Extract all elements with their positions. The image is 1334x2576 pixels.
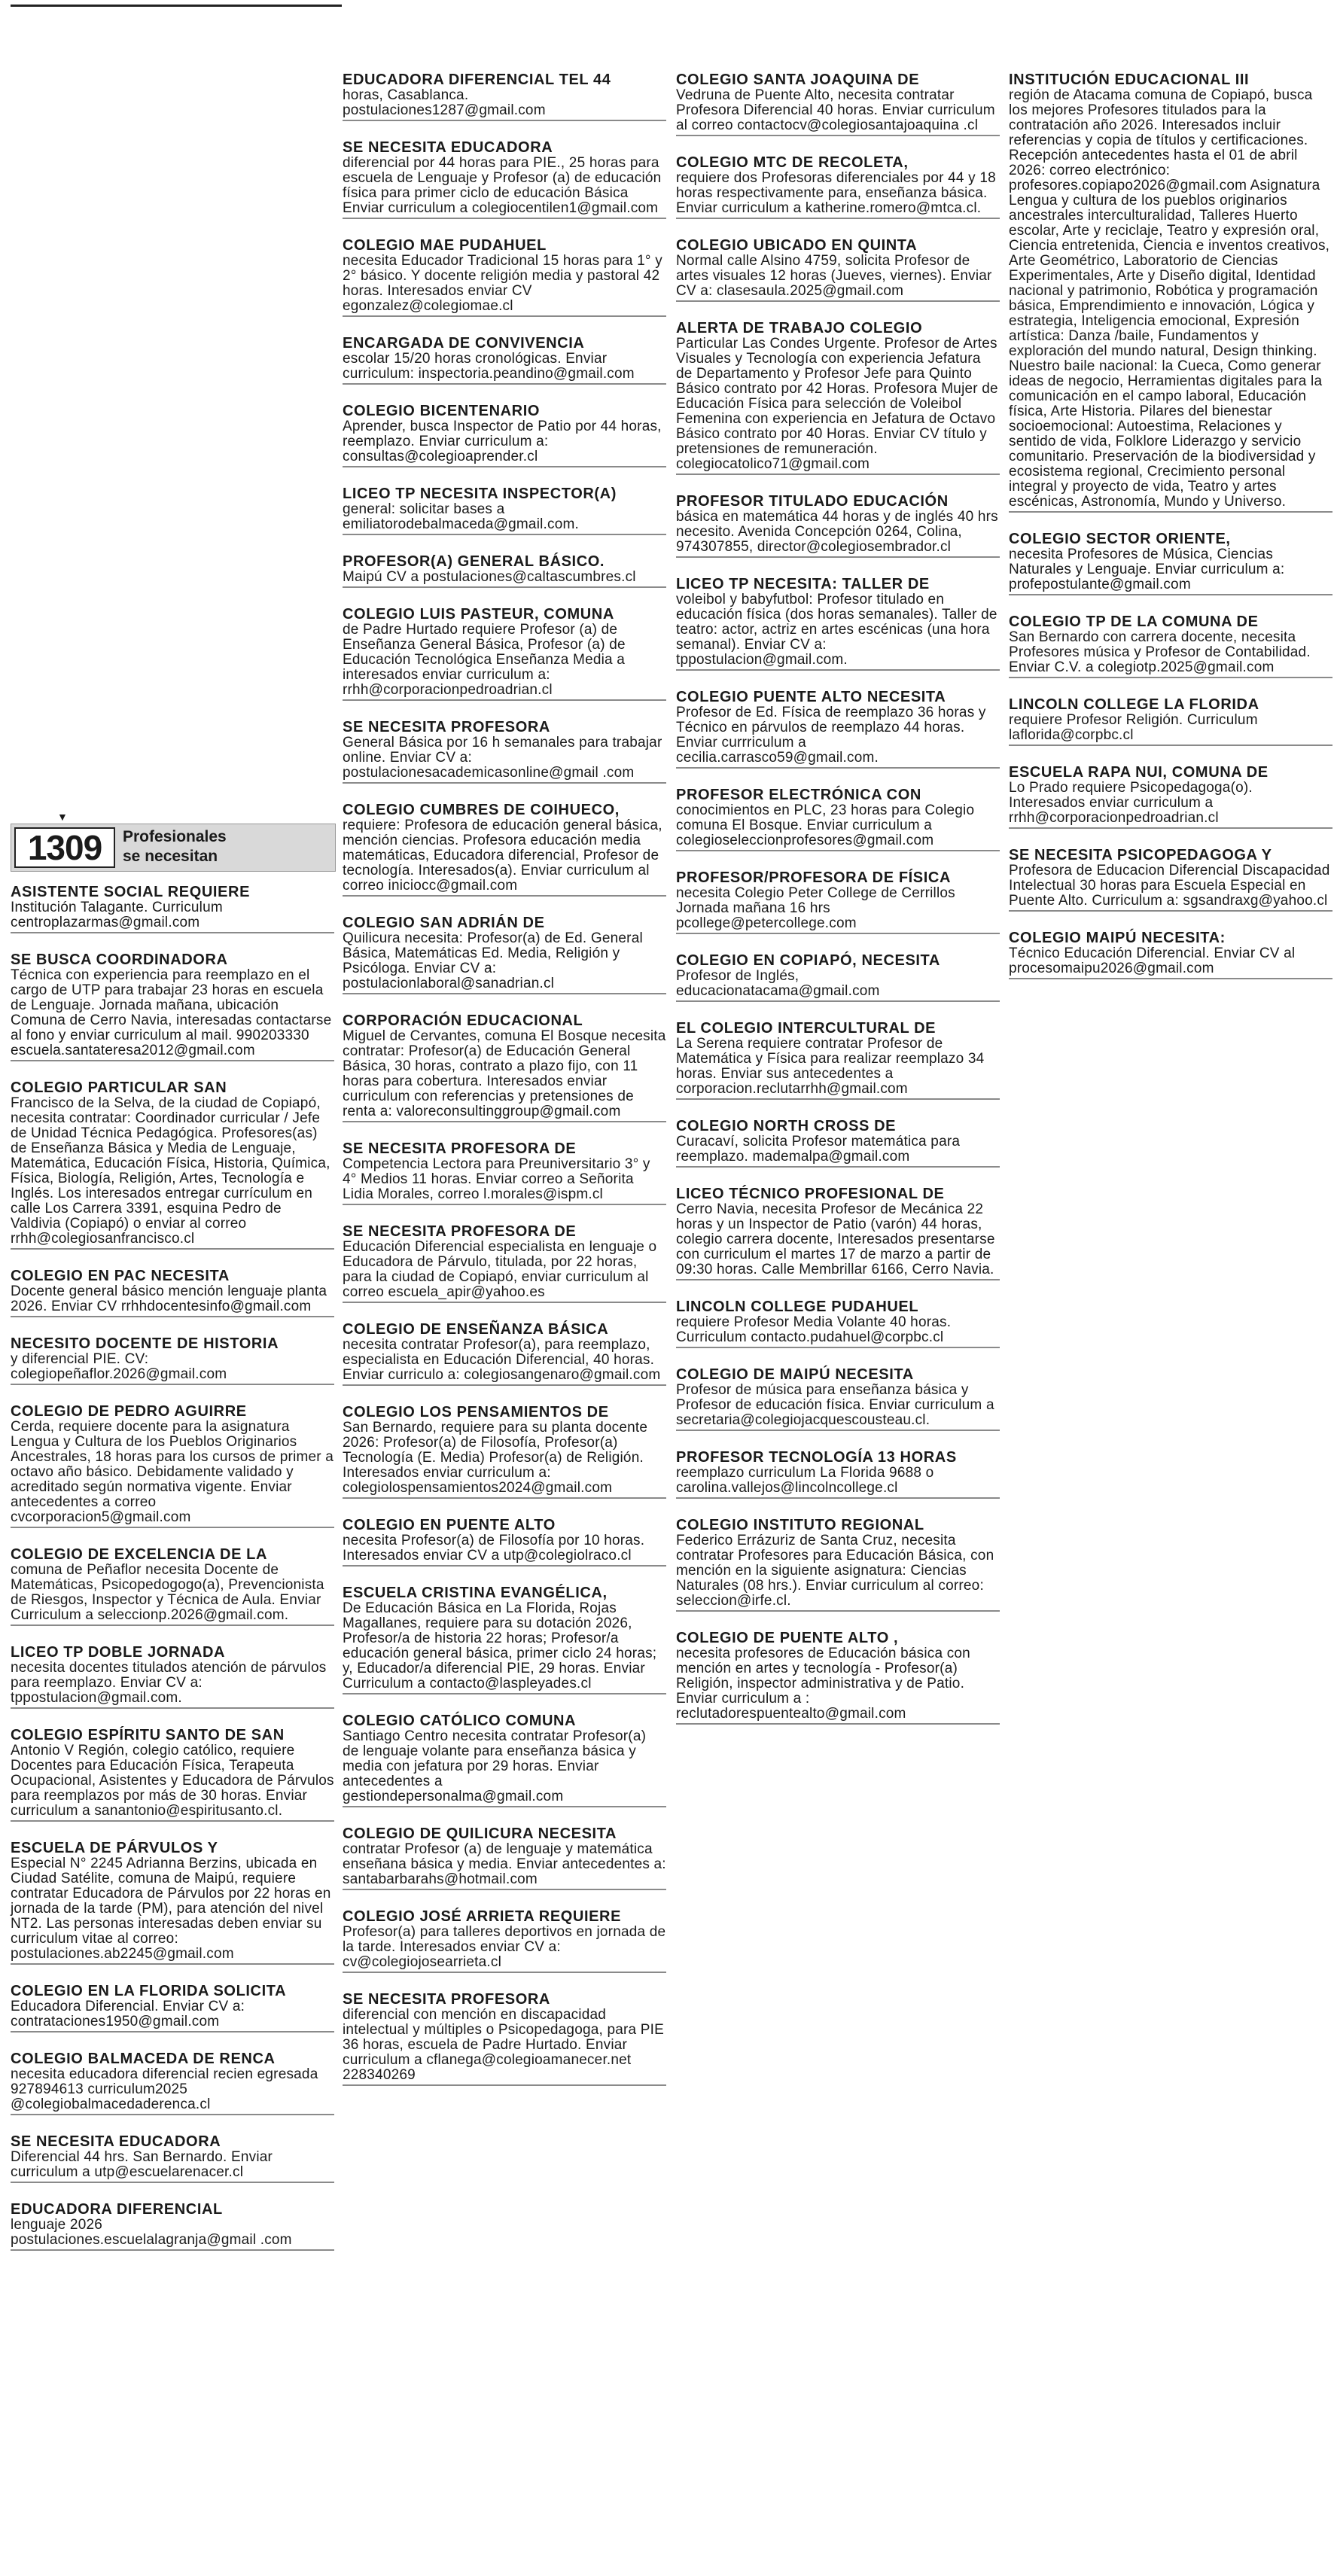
ad-title: PROFESOR/PROFESORA DE FÍSICA bbox=[676, 869, 951, 886]
classified-ad bbox=[343, 606, 666, 701]
ad-title: COLEGIO UBICADO EN QUINTA bbox=[676, 237, 918, 254]
ad-title: SE NECESITA PROFESORA DE bbox=[343, 1223, 577, 1240]
ad-body: Curacaví, solicita Profesor matemática para reemplazo. mademalpa@gmail.com bbox=[676, 1134, 961, 1165]
ad-body: Especial N° 2245 Adrianna Berzins, ubicada en Ciudad Satélite, comuna de Maipú, requiere contratar Educadora de Párvulos por 22 horas en jornada de la tarde (PM), para atención del nivel NT2. Las personas interesadas deben enviar su curriculum vitae al correo: postulaciones.ab2245@gmail.com bbox=[11, 1856, 331, 1962]
classified-ad bbox=[676, 1366, 1000, 1431]
ad-title: COLEGIO DE QUILICURA NECESITA bbox=[343, 1825, 617, 1842]
ad-body: diferencial con mención en discapacidad intelectual y múltiples o Psicopedagoga, para PIE 36 horas, escuela de Padre Hurtado. Enviar curriculum a cflanega@colegioamanecer.net 228340269 bbox=[343, 2007, 664, 2083]
classified-column-1 bbox=[11, 811, 334, 2269]
ad-title: COLEGIO EN LA FLORIDA SOLICITA bbox=[11, 1983, 287, 1999]
classified-ad bbox=[1009, 930, 1332, 979]
classified-ad bbox=[676, 154, 1000, 219]
ad-body: San Bernardo con carrera docente, necesita Profesores música y Profesor de Contabilidad. Enviar C.V. a colegiotp.2025@gmail.com bbox=[1009, 629, 1311, 675]
ad-title: PROFESOR TECNOLOGÍA 13 HORAS bbox=[676, 1449, 957, 1466]
ad-title: COLEGIO SANTA JOAQUINA DE bbox=[676, 72, 920, 88]
ad-body: escolar 15/20 horas cronológicas. Enviar curriculum: inspectoria.peandino@gmail.com bbox=[343, 351, 635, 382]
classified-ad bbox=[343, 1321, 666, 1386]
ad-title: NECESITO DOCENTE DE HISTORIA bbox=[11, 1335, 279, 1352]
ad-title: ESCUELA RAPA NUI, COMUNA DE bbox=[1009, 764, 1269, 781]
classified-ad bbox=[11, 2133, 334, 2183]
ad-body: La Serena requiere contratar Profesor de Matemática y Física para realizar reemplazo 34 horas. Enviar sus antecedentes a corporacion.reclutarrhh@gmail.com bbox=[676, 1036, 985, 1097]
classified-ad bbox=[676, 72, 1000, 136]
ad-list bbox=[11, 884, 334, 2251]
ad-body: Santiago Centro necesita contratar Profesor(a) de lenguaje volante para enseñanza básica y media con jefatura por 29 horas. Enviar antecedentes a gestiondepersonalma@gmail.com bbox=[343, 1728, 647, 1804]
ad-body: horas, Casablanca. postulaciones1287@gmail.com bbox=[343, 87, 546, 118]
ad-title: SE NECESITA PROFESORA bbox=[343, 1991, 550, 2008]
ad-title: SE BUSCA COORDINADORA bbox=[11, 952, 228, 968]
classified-ad bbox=[1009, 614, 1332, 678]
ad-body: Federico Errázuriz de Santa Cruz, necesita contratar Profesores para Educación Básica, con mención en la siguiente asignatura: Ciencias Naturales (08 hrs.). Enviar curriculum al correo: seleccion@irfe.cl. bbox=[676, 1533, 994, 1609]
classified-ad bbox=[11, 1546, 334, 1626]
ad-title: COLEGIO CATÓLICO COMUNA bbox=[343, 1713, 577, 1729]
ad-title: LINCOLN COLLEGE PUDAHUEL bbox=[676, 1299, 919, 1315]
ad-title: COLEGIO PARTICULAR SAN bbox=[11, 1079, 227, 1096]
ad-title: LICEO TP DOBLE JORNADA bbox=[11, 1644, 226, 1661]
ad-body: Educadora Diferencial. Enviar CV a: contrataciones1950@gmail.com bbox=[11, 1999, 245, 2029]
ad-title: COLEGIO MAIPÚ NECESITA: bbox=[1009, 930, 1226, 946]
ad-title: COLEGIO EN PUENTE ALTO bbox=[343, 1517, 556, 1533]
ad-title: COLEGIO MAE PUDAHUEL bbox=[343, 237, 547, 254]
ad-body: requiere Profesor Media Volante 40 horas. Curriculum contacto.pudahuel@corpbc.cl bbox=[676, 1314, 952, 1345]
classified-ad bbox=[343, 486, 666, 535]
ad-body: lenguaje 2026 postulaciones.escuelalagranja@gmail .com bbox=[11, 2217, 292, 2248]
classified-ad bbox=[676, 1630, 1000, 1725]
ad-title: SE NECESITA PROFESORA bbox=[343, 719, 550, 735]
ad-body: Profesor de música para enseñanza básica y Profesor de educación física. Enviar curriculum a secretaria@colegiojacquescousteau.cl. bbox=[676, 1382, 994, 1428]
ad-body: Institución Talagante. Curriculum centroplazarmas@gmail.com bbox=[11, 900, 223, 930]
classified-ad bbox=[11, 2201, 334, 2251]
ad-title: COLEGIO BICENTENARIO bbox=[343, 403, 541, 419]
ad-body: Diferencial 44 hrs. San Bernardo. Enviar curriculum a utp@escuelarenacer.cl bbox=[11, 2149, 273, 2180]
ad-title: SE NECESITA EDUCADORA bbox=[11, 2133, 221, 2150]
ad-title: COLEGIO BALMACEDA DE RENCA bbox=[11, 2051, 276, 2067]
ad-title: LICEO TÉCNICO PROFESIONAL DE bbox=[676, 1186, 945, 1202]
section-label bbox=[123, 827, 326, 866]
ad-title: INSTITUCIÓN EDUCACIONAL III bbox=[1009, 72, 1250, 88]
ad-body: General Básica por 16 h semanales para trabajar online. Enviar CV a: postulacionesacademicasonline@gmail .com bbox=[343, 735, 662, 781]
top-rule bbox=[11, 5, 342, 7]
classified-ad bbox=[676, 952, 1000, 1002]
triangle-marker-icon: ▼ bbox=[57, 811, 68, 823]
ad-title: PROFESOR TITULADO EDUCACIÓN bbox=[676, 493, 949, 510]
classified-ad bbox=[1009, 531, 1332, 595]
classified-ad bbox=[11, 1727, 334, 1822]
classified-ad bbox=[11, 952, 334, 1061]
classified-ad bbox=[343, 1223, 666, 1303]
section-header-box bbox=[11, 824, 336, 872]
ad-title: SE NECESITA PSICOPEDAGOGA Y bbox=[1009, 847, 1272, 863]
ad-body: voleibol y babyfutbol: Profesor titulado en educación física (dos horas semanales). Taller de teatro: actor, actriz en artes escénicas (una hora semanal). Enviar CV a: tppostulacion@gmail.com. bbox=[676, 592, 997, 668]
ad-body: de Padre Hurtado requiere Profesor (a) de Enseñanza General Básica, Profesor (a) de Educación Tecnológica Enseñanza Media a interesados enviar curriculum a: rrhh@corporacionpedroadrian.cl bbox=[343, 622, 626, 698]
ad-list bbox=[676, 72, 1000, 1725]
ad-body: De Educación Básica en La Florida, Rojas Magallanes, requiere para su dotación 2026, Profesor/a de historia 22 horas; Profesor/a educación general básica, primer ciclo 24 horas; y, Educador/a diferencial PIE, 29 horas. Enviar Curriculum a contacto@laspleyades.cl bbox=[343, 1600, 657, 1691]
classified-ad bbox=[676, 1186, 1000, 1280]
ad-body: necesita Colegio Peter College de Cerrillos Jornada mañana 16 hrs pcollege@petercollege.com bbox=[676, 885, 955, 931]
ad-body: diferencial por 44 horas para PIE., 25 horas para escuela de Lenguaje y Profesor (a) de educación física para primer ciclo de educación Básica Enviar curriculum a colegiocentilen1@gmail.com bbox=[343, 155, 662, 216]
classified-ad bbox=[343, 335, 666, 385]
ad-body: requiere Profesor Religión. Curriculum laflorida@corpbc.cl bbox=[1009, 712, 1258, 743]
ad-title: SE NECESITA EDUCADORA bbox=[343, 139, 553, 156]
ad-body: Técnica con experiencia para reemplazo en el cargo de UTP para trabajar 23 horas en escuela de Lenguaje. Jornada mañana, ubicación Comuna de Cerro Navia, interesadas contactarse al fono y enviar curriculum al mail. 990203330 escuela.santateresa2012@gmail.com bbox=[11, 967, 332, 1058]
ad-title: COLEGIO MTC DE RECOLETA, bbox=[676, 154, 909, 171]
ad-body: Aprender, busca Inspector de Patio por 44 horas, reemplazo. Enviar curriculum a: consultas@colegioaprender.cl bbox=[343, 419, 662, 464]
ad-title: EDUCADORA DIFERENCIAL TEL 44 bbox=[343, 72, 611, 88]
classified-ad bbox=[343, 403, 666, 467]
classified-ad bbox=[11, 1840, 334, 1965]
ad-body: requiere: Profesora de educación general básica, mención ciencias. Profesora educación media matemáticas, Educadora diferencial, Profesor de tecnología. Interesados(a). Enviar curriculum al correo iniciocc@gmail.com bbox=[343, 818, 662, 894]
classified-ad bbox=[676, 787, 1000, 851]
classified-ad bbox=[343, 1713, 666, 1807]
ad-body: Vedruna de Puente Alto, necesita contratar Profesora Diferencial 40 horas. Enviar curriculum al correo contactocv@colegiosantajoaquina .cl bbox=[676, 87, 995, 133]
ad-body: requiere dos Profesoras diferenciales por 44 y 18 horas respectivamente para, enseñanza básica. Enviar curriculum a katherine.romero@mtca.cl. bbox=[676, 170, 996, 216]
classified-ad bbox=[343, 802, 666, 897]
ad-body: Antonio V Región, colegio católico, requiere Docentes para Educación Física, Terapeuta Ocupacional, Asistentes y Educadora de Párvulos para reemplazos por más de 30 horas. Enviar curriculum a sanantonio@espiritusanto.cl. bbox=[11, 1743, 334, 1819]
classified-column-3 bbox=[676, 72, 1000, 1743]
ad-body: necesita docentes titulados atención de párvulos para reemplazo. Enviar CV a: tppostulacion@gmail.com. bbox=[11, 1660, 327, 1706]
classified-ad bbox=[676, 1517, 1000, 1612]
ad-title: COLEGIO EN PAC NECESITA bbox=[11, 1268, 230, 1284]
classified-ad bbox=[343, 1404, 666, 1499]
section-label-line1: Profesionales bbox=[123, 828, 227, 845]
ad-title: ESCUELA DE PÁRVULOS Y bbox=[11, 1840, 218, 1856]
classified-ad bbox=[676, 576, 1000, 671]
section-number: 1309 bbox=[14, 827, 115, 868]
ad-body: general: solicitar bases a emiliatorodebalmaceda@gmail.com. bbox=[343, 501, 579, 532]
classified-ad bbox=[343, 1012, 666, 1122]
classified-ad bbox=[343, 915, 666, 994]
ad-title: COLEGIO CUMBRES DE COIHUECO, bbox=[343, 802, 620, 818]
ad-body: Cerro Navia, necesita Profesor de Mecánica 22 horas y un Inspector de Patio (varón) 44 horas, colegio carrera docente, Interesados presentarse con curriculum el martes 17 de marzo a partir de 09:30 horas. Calle Membrillar 6166, Cerro Navia. bbox=[676, 1201, 995, 1277]
ad-body: necesita Profesor(a) de Filosofía por 10 horas. Interesados enviar CV a utp@colegiolraco.cl bbox=[343, 1533, 645, 1564]
ad-body: región de Atacama comuna de Copiapó, busca los mejores Profesores titulados para la contratación año 2026. Interesados incluir referencias y copia de títulos y certificaciones. Recepción antecedentes hasta el 01 de abril 2026: correo electrónico: profesores.copiapo2026@gmail.com Asignatura Lengua y cultura de los pueblos originarios ancestrales interculturalidad, Talleres Huerto escolar, Arte y reciclaje, Teatro y expresión oral, Ciencia entretenida, Ciencia e inventos creativos, Arte Geométrico, Laboratorio de Ciencias Experimentales, Arte y Diseño digital, Identidad nacional y patrimonio, Robótica y programación básica, Emprendimiento e innovación, Lógica y estrategia, Inteligencia emocional, Expresión artística: Danza /baile, Fundamentos y exploración del mundo natural, Design thinking. Nuestro baile nacional: la Cueca, Como generar ideas de negocio, Herramientas digitales para la comunicación en el campo laboral, Educación física, Arte Historia. Pilares del bienestar socioemocional: Autoestima, Relaciones y sentido de vida, Folklore Liderazgo y servicio comunitario. Preservación de la biodiversidad y ecosistema regional, Crecimiento personal integral y proyecto de vida, Teatro y artes escénicas, Astronomía, Mundo y Universo. bbox=[1009, 87, 1330, 510]
ad-title: COLEGIO DE MAIPÚ NECESITA bbox=[676, 1366, 914, 1383]
classified-column-4 bbox=[1009, 72, 1332, 997]
classified-ad bbox=[343, 72, 666, 121]
ad-body: básica en matemática 44 horas y de inglés 40 hrs necesito. Avenida Concepción 0264, Colina, 974307855, director@colegiosembrador.cl bbox=[676, 509, 998, 555]
ad-title: COLEGIO ESPÍRITU SANTO DE SAN bbox=[11, 1727, 285, 1743]
classified-ad bbox=[11, 1268, 334, 1317]
ad-body: Educación Diferencial especialista en lenguaje o Educadora de Párvulo, titulada, por 22 horas, para la ciudad de Copiapó, enviar curriculum al correo escuela_apir@yahoo.es bbox=[343, 1239, 657, 1300]
ad-title: LICEO TP NECESITA INSPECTOR(A) bbox=[343, 486, 617, 502]
ad-title: ALERTA DE TRABAJO COLEGIO bbox=[676, 320, 923, 336]
classified-ad bbox=[343, 1825, 666, 1890]
ad-title: COLEGIO LOS PENSAMIENTOS DE bbox=[343, 1404, 609, 1420]
ad-title: COLEGIO SAN ADRIÁN DE bbox=[343, 915, 545, 931]
ad-body: Profesor de Ed. Física de reemplazo 36 horas y Técnico en párvulos de reemplazo 44 horas. Enviar currriculum a cecilia.carrasco59@gmail.com. bbox=[676, 705, 986, 766]
ad-title: SE NECESITA PROFESORA DE bbox=[343, 1140, 577, 1157]
classified-ad bbox=[343, 139, 666, 219]
classified-ad bbox=[676, 237, 1000, 302]
classified-ad bbox=[1009, 696, 1332, 746]
classified-ad bbox=[1009, 847, 1332, 912]
classified-ad bbox=[676, 689, 1000, 769]
ad-body: Miguel de Cervantes, comuna El Bosque necesita contratar: Profesor(a) de Educación General Básica, 30 horas, contrato a plazo fijo, con 11 horas para cobertura. Interesados enviar curriculum con referencias y pretensiones de renta a: valoreconsultinggroup@gmail.com bbox=[343, 1028, 666, 1119]
classified-column-2 bbox=[343, 72, 666, 2104]
ad-title: COLEGIO DE EXCELENCIA DE LA bbox=[11, 1546, 268, 1563]
classified-ad bbox=[343, 1991, 666, 2086]
classified-ad bbox=[11, 1644, 334, 1709]
ad-title: COLEGIO NORTH CROSS DE bbox=[676, 1118, 897, 1134]
ad-title: COLEGIO JOSÉ ARRIETA REQUIERE bbox=[343, 1908, 622, 1925]
ad-title: COLEGIO DE ENSEÑANZA BÁSICA bbox=[343, 1321, 609, 1338]
ad-body: necesita Profesores de Música, Ciencias Naturales y Lenguaje. Enviar curriculum a: profepostulante@gmail.com bbox=[1009, 547, 1285, 592]
classified-ad bbox=[343, 1585, 666, 1694]
ad-body: necesita profesores de Educación básica con mención en artes y tecnología - Profesor(a) Religión, inspector administrativa y de Patio. Enviar curriculum a : reclutadorespuentealto@gmail.com bbox=[676, 1646, 970, 1722]
ad-title: ASISTENTE SOCIAL REQUIERE bbox=[11, 884, 251, 900]
ad-title: CORPORACIÓN EDUCACIONAL bbox=[343, 1012, 583, 1029]
ad-list bbox=[1009, 72, 1332, 979]
ad-title: COLEGIO LUIS PASTEUR, COMUNA bbox=[343, 606, 614, 623]
ad-title: COLEGIO TP DE LA COMUNA DE bbox=[1009, 614, 1259, 630]
ad-body: contratar Profesor (a) de lenguaje y matemática enseñana básica y media. Enviar antecedentes a: santabarbarahs@hotmail.com bbox=[343, 1841, 666, 1887]
ad-body: y diferencial PIE. CV: colegiopeñaflor.2026@gmail.com bbox=[11, 1351, 227, 1382]
classified-ad bbox=[676, 493, 1000, 558]
ad-title: ENCARGADA DE CONVIVENCIA bbox=[343, 335, 585, 352]
section-label-line2: se necesitan bbox=[123, 848, 218, 865]
classified-ad bbox=[676, 1020, 1000, 1100]
classified-ad bbox=[343, 1517, 666, 1567]
ad-body: San Bernardo, requiere para su planta docente 2026: Profesor(a) de Filosofía, Profesor(a) Tecnología (E. Media) Profesor(a) de Religión. Interesados enviar curriculum a: colegiolospensamientos2024@gmail.com bbox=[343, 1420, 648, 1496]
ad-title: EDUCADORA DIFERENCIAL bbox=[11, 2201, 223, 2218]
ad-body: Docente general básico mención lenguaje planta 2026. Enviar CV rrhhdocentesinfo@gmail.com bbox=[11, 1283, 327, 1314]
classified-ad bbox=[11, 1403, 334, 1528]
classified-ad bbox=[1009, 72, 1332, 513]
classified-ad bbox=[343, 1908, 666, 1973]
ad-body: Competencia Lectora para Preuniversitario 3° y 4° Medios 11 horas. Enviar correo a Señorita Lidia Morales, correo l.morales@ispm.cl bbox=[343, 1156, 650, 1202]
ad-title: ESCUELA CRISTINA EVANGÉLICA, bbox=[343, 1585, 608, 1601]
classified-ad bbox=[676, 1449, 1000, 1499]
ad-body: Profesor(a) para talleres deportivos en jornada de la tarde. Interesados enviar CV a: cv@colegiojosearrieta.cl bbox=[343, 1924, 666, 1970]
ad-body: comuna de Peñaflor necesita Docente de Matemáticas, Psicopedogogo(a), Prevencionista de Riesgos, Inspector y Técnica de Aula. Enviar Curriculum a seleccionp.2026@gmail.com. bbox=[11, 1562, 324, 1623]
ad-body: conocimientos en PLC, 23 horas para Colegio comuna El Bosque. Enviar curriculum a colegioseleccionprofesores@gmail.com bbox=[676, 802, 975, 848]
ad-body: necesita contratar Profesor(a), para reemplazo, especialista en Educación Diferencial, 40 horas. Enviar curriculo a: colegiosangenaro@gmail.com bbox=[343, 1337, 661, 1383]
ad-body: Técnico Educación Diferencial. Enviar CV al procesomaipu2026@gmail.com bbox=[1009, 945, 1296, 976]
classified-ad bbox=[11, 884, 334, 933]
classified-ad bbox=[11, 2051, 334, 2115]
ad-body: Lo Prado requiere Psicopedagoga(o). Interesados enviar curriculum a rrhh@corporacionpedroadrian.cl bbox=[1009, 780, 1253, 826]
classified-ad bbox=[676, 1299, 1000, 1348]
ad-body: Profesora de Educacion Diferencial Discapacidad Intelectual 30 horas para Escuela Especial en Puente Alto. Curriculum a: sgsandraxg@yahoo.cl bbox=[1009, 863, 1330, 909]
ad-body: Quilicura necesita: Profesor(a) de Ed. General Básica, Matemáticas Ed. Media, Religión y Psicóloga. Enviar CV a: postulacionlaboral@sanadrian.cl bbox=[343, 930, 643, 991]
ad-title: COLEGIO PUENTE ALTO NECESITA bbox=[676, 689, 946, 705]
ad-title: LICEO TP NECESITA: TALLER DE bbox=[676, 576, 930, 592]
ad-title: COLEGIO DE PUENTE ALTO , bbox=[676, 1630, 899, 1646]
ad-title: LINCOLN COLLEGE LA FLORIDA bbox=[1009, 696, 1259, 713]
section-header bbox=[11, 811, 334, 876]
ad-body: Maipú CV a postulaciones@caltascumbres.cl bbox=[343, 569, 636, 585]
ad-title: PROFESOR(A) GENERAL BÁSICO. bbox=[343, 553, 605, 570]
ad-title: COLEGIO INSTITUTO REGIONAL bbox=[676, 1517, 924, 1533]
classified-ad bbox=[343, 237, 666, 317]
ad-list bbox=[343, 72, 666, 2086]
classified-ad bbox=[11, 1079, 334, 1250]
classified-ad bbox=[343, 1140, 666, 1205]
classified-ad bbox=[343, 553, 666, 588]
ad-body: Cerda, requiere docente para la asignatura Lengua y Cultura de los Pueblos Originarios Ancestrales, 18 horas para los cursos de primer a octavo año básico. Debidamente validado y acreditado según normativa vigente. Enviar antecedentes a correo cvcorporacion5@gmail.com bbox=[11, 1419, 334, 1525]
ad-body: Normal calle Alsino 4759, solicita Profesor de artes visuales 12 horas (Jueves, viernes). Enviar CV a: clasesaula.2025@gmail.com bbox=[676, 253, 992, 299]
classified-ad bbox=[11, 1335, 334, 1385]
classified-ad bbox=[676, 320, 1000, 475]
ad-title: COLEGIO EN COPIAPÓ, NECESITA bbox=[676, 952, 940, 969]
ad-body: Particular Las Condes Urgente. Profesor de Artes Visuales y Tecnología con experiencia Jefatura de Departamento y Profesor Jefe para Quinto Básico contrato por 42 Horas. Profesora Mujer de Educación Física para selección de Voleibol Femenina con experiencia en Jefatura de Octavo Básico contrato por 40 Horas. Enviar CV título y pretensiones de remuneración. colegiocatolico71@gmail.com bbox=[676, 336, 998, 472]
classified-ad bbox=[676, 869, 1000, 934]
ad-body: reemplazo curriculum La Florida 9688 o carolina.vallejos@lincolncollege.cl bbox=[676, 1465, 934, 1496]
classified-ad bbox=[343, 719, 666, 784]
ad-body: Francisco de la Selva, de la ciudad de Copiapó, necesita contratar: Coordinador curricular / Jefe de Unidad Técnica Pedagógica. Profesores(as) de Enseñanza Básica y Media de Lenguaje, Matemática, Educación Física, Historia, Química, Física, Biología, Religión, Artes, Tecnología e Inglés. Los interesados entregar currículum en calle Los Carrera 3391, esquina Pedro de Valdivia (Copiapó) o enviar al correo rrhh@colegiosanfrancisco.cl bbox=[11, 1095, 330, 1247]
ad-title: COLEGIO DE PEDRO AGUIRRE bbox=[11, 1403, 247, 1420]
ad-title: EL COLEGIO INTERCULTURAL DE bbox=[676, 1020, 937, 1037]
classified-ad bbox=[676, 1118, 1000, 1168]
ad-body: Profesor de Inglés, educacionatacama@gmail.com bbox=[676, 968, 880, 999]
classified-ad bbox=[1009, 764, 1332, 829]
ad-title: PROFESOR ELECTRÓNICA CON bbox=[676, 787, 921, 803]
classified-ad bbox=[11, 1983, 334, 2032]
ad-body: necesita educadora diferencial recien egresada 927894613 curriculum2025 @colegiobalmacedaderenca.cl bbox=[11, 2066, 318, 2112]
ad-body: necesita Educador Tradicional 15 horas para 1° y 2° básico. Y docente religión media y pastoral 42 horas. Interesados enviar CV egonzalez@colegiomae.cl bbox=[343, 253, 662, 314]
ad-title: COLEGIO SECTOR ORIENTE, bbox=[1009, 531, 1231, 547]
